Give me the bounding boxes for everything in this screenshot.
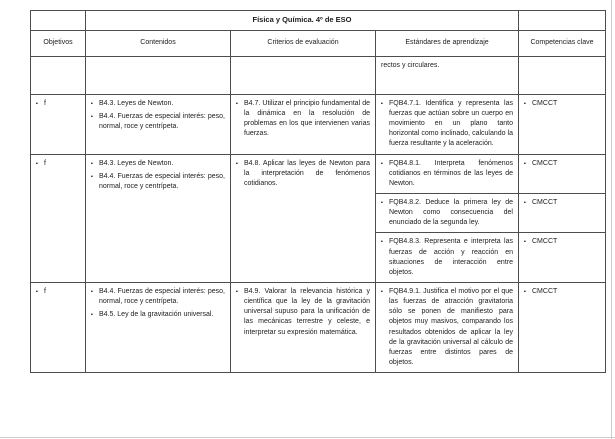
list-item [524, 99, 600, 109]
list-item [236, 159, 370, 189]
list-item-text: B4.4. Fuerzas de especial interés: peso, normal, roce y centrípeta. [99, 287, 225, 306]
list-item-text: B4.3. Leyes de Newton. [99, 99, 174, 107]
cell-criterios [231, 282, 376, 372]
bullet-icon: ▪ [36, 100, 38, 107]
cell-competencias [519, 154, 606, 193]
list-item-text: B4.7. Utilizar el principio fundamental de la dinámica en la resolución de problemas en los que intervienen varias fuerzas. [244, 99, 370, 138]
list-item [524, 237, 600, 247]
list-item-text: FQB4.8.1. Interpreta fenómenos cotidianos en términos de las leyes de Newton. [389, 159, 513, 187]
list-item-text: B4.3. Leyes de Newton. [99, 159, 174, 167]
column-header-contenidos: Contenidos [86, 30, 231, 56]
cell-contenidos [86, 56, 231, 94]
cell-criterios [231, 56, 376, 94]
cell-estandar [376, 194, 519, 233]
cell-estandar [376, 56, 519, 94]
cell-objetivos [31, 154, 86, 282]
title-row-right-blank [519, 11, 606, 31]
table-row [31, 154, 606, 193]
bullet-icon: ▪ [524, 239, 526, 246]
list-item [36, 287, 80, 297]
list-item [524, 159, 600, 169]
list-item [381, 287, 513, 368]
cell-estandar [376, 282, 519, 372]
list-item-text: FQB4.8.3. Representa e interpreta las fuerzas de acción y reacción en situaciones de interacción entre objetos. [389, 238, 513, 276]
bullet-icon: ▪ [236, 100, 238, 107]
continuation-row [31, 56, 606, 94]
list-item-text: B4.8. Aplicar las leyes de Newton para la interpretación de fenómenos cotidianos. [244, 159, 370, 187]
list-item [381, 237, 513, 278]
column-header-estandares: Estándares de aprendizaje [376, 30, 519, 56]
bullet-icon: ▪ [36, 160, 38, 167]
bullet-icon: ▪ [236, 288, 238, 295]
bullet-icon: ▪ [381, 160, 383, 167]
list-item [236, 287, 370, 338]
cell-objetivos [31, 56, 86, 94]
list-item [91, 99, 225, 109]
list-item [36, 99, 80, 109]
cell-objetivos [31, 282, 86, 372]
list-item-text: B4.4. Fuerzas de especial interés: peso, normal, roce y centrípeta. [99, 172, 225, 190]
bullet-icon: ▪ [381, 288, 383, 295]
header-row [31, 30, 606, 56]
column-header-criterios: Criterios de evaluación [231, 30, 376, 56]
list-item [91, 172, 225, 192]
cell-competencias [519, 56, 606, 94]
cell-criterios [231, 94, 376, 154]
list-item [381, 99, 513, 150]
cell-estandar [376, 94, 519, 154]
bullet-icon: ▪ [36, 288, 38, 295]
list-item-text: FQB4.7.1. Identifica y representa las fuerzas que actúan sobre un cuerpo en movimiento en un plano tanto horizontal como inclinado, calculando la fuerza resultante y la aceleración. [389, 99, 513, 148]
table-title: Física y Química. 4º de ESO [86, 11, 519, 31]
page-edge-bottom [0, 437, 615, 438]
title-row [31, 11, 606, 31]
column-header-competencias: Competencias clave [519, 30, 606, 56]
bullet-icon: ▪ [91, 288, 93, 295]
bullet-icon: ▪ [91, 114, 93, 121]
cell-competencias [519, 94, 606, 154]
bullet-icon: ▪ [236, 160, 238, 167]
list-item-text: FQB4.8.2. Deduce la primera ley de Newton como consecuencia del enunciado de la segunda ley. [389, 199, 513, 227]
cell-contenidos [86, 154, 231, 282]
cell-criterios [231, 154, 376, 282]
list-item-text: f [44, 159, 46, 167]
bullet-icon: ▪ [91, 160, 93, 167]
list-item [381, 198, 513, 228]
table-row [31, 94, 606, 154]
list-item-text: f [44, 287, 46, 295]
cell-contenidos [86, 282, 231, 372]
list-item [524, 198, 600, 208]
list-item-text: B4.4. Fuerzas de especial interés: peso, normal, roce y centrípeta. [99, 113, 225, 131]
curriculum-table [30, 10, 606, 373]
table-row [31, 282, 606, 372]
title-row-left-blank [31, 11, 86, 31]
list-item [91, 159, 225, 169]
bullet-icon: ▪ [524, 200, 526, 206]
cell-estandar [376, 233, 519, 283]
cell-competencias [519, 233, 606, 283]
bullet-icon: ▪ [91, 312, 93, 319]
bullet-icon: ▪ [524, 160, 526, 167]
list-item-text: CMCCT [532, 99, 558, 107]
cell-estandar [376, 154, 519, 193]
continuation-text: rectos y circulares. [381, 61, 440, 69]
list-item-text: CMCCT [532, 238, 558, 246]
list-item [381, 159, 513, 189]
bullet-icon: ▪ [381, 200, 383, 206]
list-item [91, 310, 225, 320]
bullet-icon: ▪ [524, 288, 526, 295]
bullet-icon: ▪ [91, 100, 93, 107]
list-item-text: CMCCT [532, 199, 558, 206]
bullet-icon: ▪ [524, 100, 526, 107]
list-item [524, 287, 600, 297]
bullet-icon: ▪ [381, 100, 383, 107]
list-item [36, 159, 80, 169]
list-item [91, 287, 225, 307]
bullet-icon: ▪ [91, 173, 93, 180]
cell-contenidos [86, 94, 231, 154]
cell-competencias [519, 194, 606, 233]
list-item-text: CMCCT [532, 159, 558, 167]
list-item-text: CMCCT [532, 287, 558, 295]
bullet-icon: ▪ [381, 239, 383, 246]
list-item-text: FQB4.9.1. Justifica el motivo por el que las fuerzas de atracción gravitatoria sólo se ponen de manifiesto para objetos muy masivos, comparando los resultados obtenidos de aplicar la ley de la gravitación universal al cálculo de fuerzas entre distintos pares de objetos. [389, 287, 513, 366]
page-edge-right [611, 0, 612, 439]
column-header-objetivos: Objetivos [31, 30, 86, 56]
list-item-text: B4.9. Valorar la relevancia histórica y científica que la ley de la gravitación universal supuso para la unificación de las mecánicas terrestre y celeste, e interpretar su expresión matemática. [244, 287, 370, 336]
list-item-text: B4.5. Ley de la gravitación universal. [99, 311, 214, 319]
cell-competencias [519, 282, 606, 372]
list-item [236, 99, 370, 140]
list-item [91, 112, 225, 132]
cell-objetivos [31, 94, 86, 154]
list-item-text: f [44, 99, 46, 107]
